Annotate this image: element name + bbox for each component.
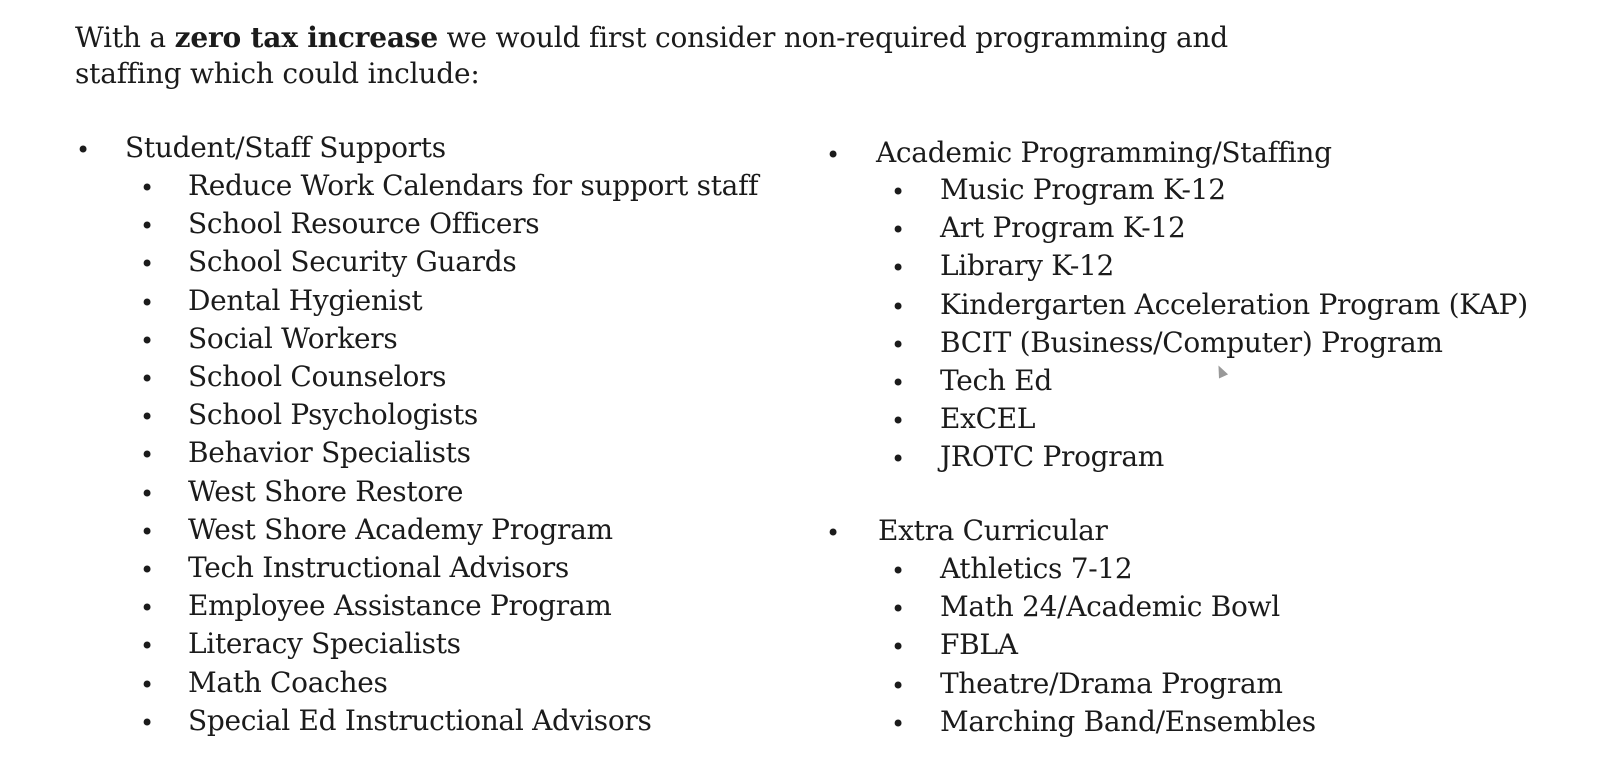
right-list-item: [0, 172, 1226, 210]
right-list-item: [0, 363, 1052, 401]
bullet-icon: •: [140, 174, 155, 202]
right-list-item-label: FBLA: [940, 628, 1018, 662]
bullet-icon: •: [891, 216, 906, 245]
left-list-item-label: School Counselors: [188, 360, 447, 393]
right-list-item: [0, 704, 1316, 742]
left-list-item-label: School Psychologists: [188, 398, 478, 432]
mouse-cursor-icon: [1214, 363, 1228, 378]
bullet-icon: •: [140, 403, 155, 432]
bullet-icon: •: [891, 445, 906, 474]
right-list-item: [0, 666, 1283, 704]
intro-emphasis: zero tax increase: [174, 21, 438, 54]
right-heading-academic-label: Academic Programming/Staffing: [876, 136, 1332, 169]
right-list-item: [0, 248, 1115, 286]
right-list-item-label: Athletics 7-12: [940, 552, 1133, 585]
left-list-item-label: School Resource Officers: [188, 207, 540, 241]
left-list-item: [0, 474, 760, 512]
bullet-icon: •: [140, 632, 155, 661]
bullet-icon: •: [826, 519, 841, 547]
right-list-item: [0, 551, 1133, 589]
right-list-item-label: JROTC Program: [940, 440, 1164, 474]
bullet-icon: •: [891, 178, 906, 206]
bullet-icon: •: [140, 288, 155, 317]
bullet-icon: •: [140, 708, 155, 737]
bullet-icon: •: [140, 556, 155, 584]
bullet-icon: •: [891, 557, 906, 585]
right-list-item-label: Kindergarten Acceleration Program (KAP): [940, 287, 1528, 321]
left-list-item-label: Reduce Work Calendars for support staff: [188, 169, 759, 202]
bullet-icon: •: [826, 141, 841, 169]
bullet-icon: •: [76, 136, 91, 164]
bullet-icon: •: [140, 670, 155, 699]
right-list-item: [0, 325, 1443, 363]
bullet-icon: •: [891, 595, 906, 624]
right-list-item-label: Marching Band/Ensembles: [940, 704, 1316, 738]
intro-paragraph: [75, 20, 1275, 92]
right-list-item-label: Library K-12: [940, 249, 1115, 283]
left-list-item-label: School Security Guards: [188, 245, 517, 279]
bullet-icon: •: [891, 292, 906, 321]
right-heading-extra: [0, 513, 1108, 551]
left-list-item-label: Special Ed Instructional Advisors: [188, 703, 652, 737]
bullet-icon: •: [891, 330, 906, 359]
left-list-item-label: Dental Hygienist: [188, 283, 423, 317]
right-list-item-label: BCIT (Business/Computer) Program: [940, 325, 1443, 359]
bullet-icon: •: [140, 594, 155, 623]
bullet-icon: •: [140, 212, 155, 241]
right-list-item-label: Theatre/Drama Program: [940, 666, 1283, 700]
bullet-icon: •: [140, 479, 155, 508]
bullet-icon: •: [891, 254, 906, 283]
bullet-icon: •: [140, 365, 155, 393]
right-list-item: [0, 401, 1036, 439]
left-list-item-label: Math Coaches: [188, 665, 388, 699]
right-heading-academic: [0, 135, 1332, 173]
left-heading-label: Student/Staff Supports: [125, 131, 446, 164]
right-list-item-label: Music Program K-12: [940, 173, 1226, 206]
bullet-icon: •: [891, 633, 906, 662]
bullet-icon: •: [140, 326, 155, 355]
left-list-item-label: Behavior Specialists: [188, 436, 471, 470]
left-list-item-label: Social Workers: [188, 321, 398, 355]
right-list-item-label: ExCEL: [940, 402, 1036, 436]
bullet-icon: •: [140, 517, 155, 546]
bullet-icon: •: [891, 671, 906, 700]
left-list-item-label: Literacy Specialists: [188, 627, 461, 661]
right-list-item-label: Math 24/Academic Bowl: [940, 590, 1280, 624]
right-list-item: [0, 589, 1280, 627]
right-list-item-label: Tech Ed: [940, 364, 1052, 397]
bullet-icon: •: [891, 407, 906, 436]
intro-prefix: With a: [75, 21, 175, 54]
right-list-item: [0, 439, 1164, 477]
bullet-icon: •: [891, 709, 906, 738]
intro-suffix: we would first consider non-required programming and staffing which could include:: [75, 21, 1229, 90]
left-list-item-label: West Shore Academy Program: [188, 512, 613, 546]
bullet-icon: •: [140, 441, 155, 470]
left-list-item-label: Tech Instructional Advisors: [188, 551, 569, 584]
right-list-item: [0, 627, 1018, 665]
right-list-item: [0, 210, 1186, 248]
bullet-icon: •: [140, 250, 155, 279]
left-list-item-label: Employee Assistance Program: [188, 589, 612, 623]
left-list-item-label: West Shore Restore: [188, 474, 464, 508]
right-list-item: [0, 287, 1528, 325]
bullet-icon: •: [891, 369, 906, 397]
right-list-item-label: Art Program K-12: [940, 211, 1186, 245]
right-heading-extra-label: Extra Curricular: [878, 514, 1108, 547]
